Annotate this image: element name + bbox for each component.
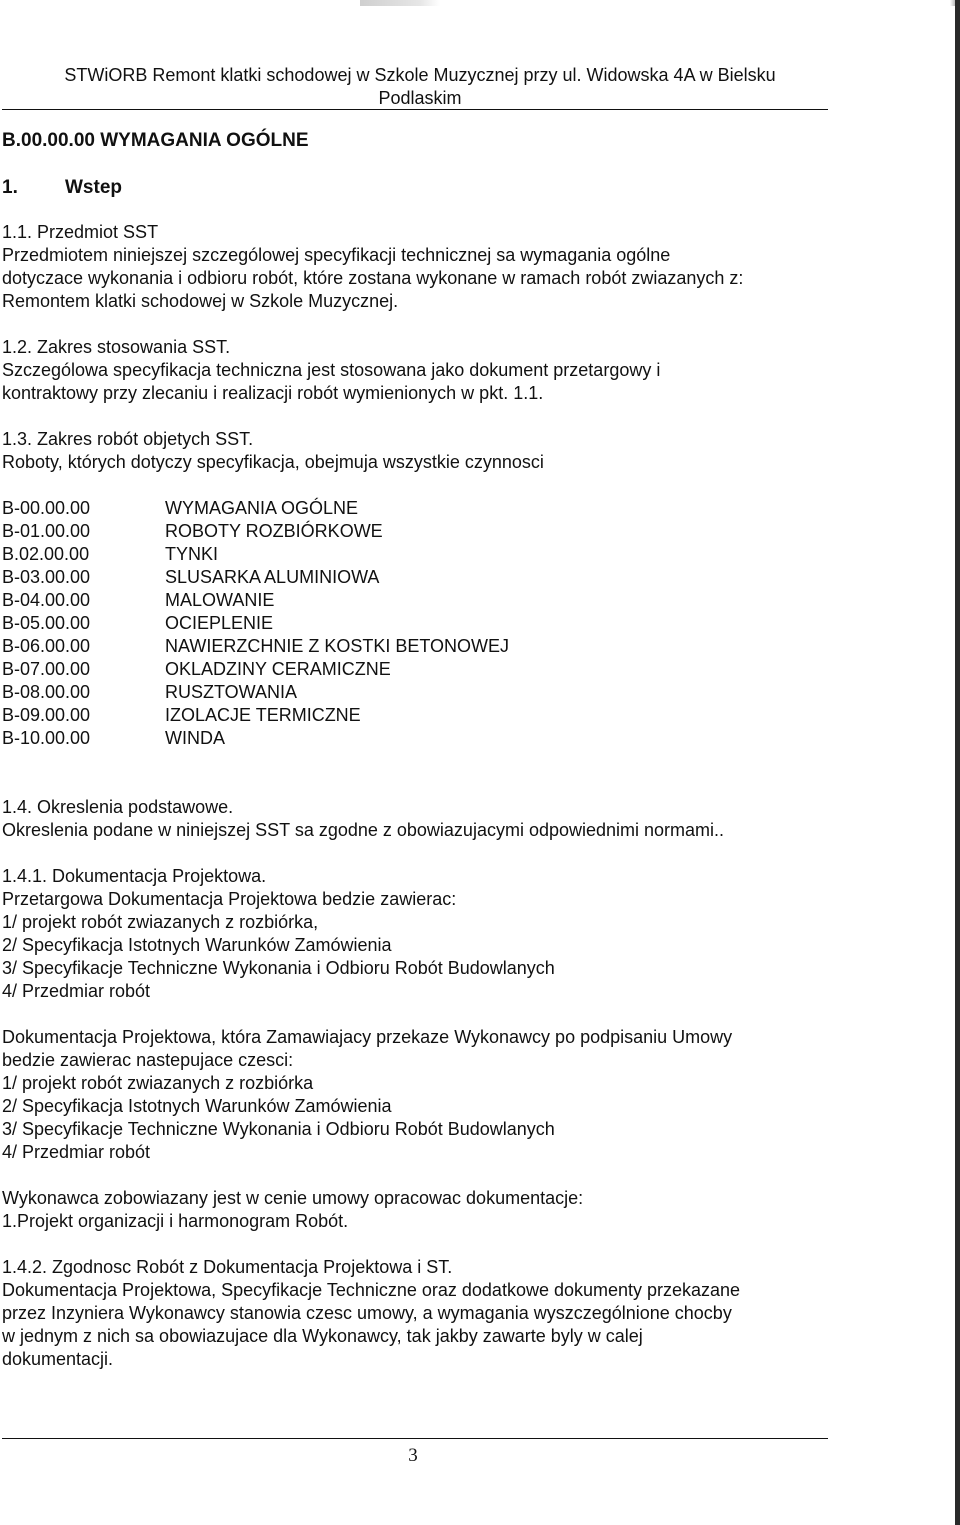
scope-code: B-07.00.00 xyxy=(2,659,91,679)
scan-edge-right xyxy=(955,0,960,1525)
scope-code: B-10.00.00 xyxy=(2,728,91,748)
section-1-4-1-para2-line-1: Dokumentacja Projektowa, która Zamawiajacy przekaze Wykonawcy po podpisaniu Umowy xyxy=(2,1027,733,1047)
section-1-4-title: 1.4. Okreslenia podstawowe. xyxy=(2,797,234,817)
list-item xyxy=(2,612,828,635)
section-1-4-1-para3-line-1: Wykonawca zobowiazany jest w cenie umowy opracowac dokumentacje: xyxy=(2,1188,584,1208)
section-1-heading xyxy=(2,176,122,200)
list-item: 4/ Przedmiar robót xyxy=(2,1142,151,1162)
list-item: 1/ projekt robót zwiazanych z rozbiórka xyxy=(2,1073,314,1093)
list-item: 3/ Specyfikacje Techniczne Wykonania i Odbioru Robót Budowlanych xyxy=(2,1119,555,1139)
section-1-4-1-para3-line-2: 1.Projekt organizacji i harmonogram Robót. xyxy=(2,1211,349,1231)
scope-name: MALOWANIE xyxy=(165,590,275,610)
scope-code: B-01.00.00 xyxy=(2,521,91,541)
list-item xyxy=(2,520,828,543)
list-item xyxy=(2,658,828,681)
section-1-3-intro: Roboty, których dotyczy specyfikacja, obejmuja wszystkie czynnosci xyxy=(2,452,544,472)
list-item xyxy=(2,681,828,704)
main-heading: B.00.00.00 WYMAGANIA OGÓLNE xyxy=(2,130,309,151)
section-1-4-2-line-3: w jednym z nich sa obowiazujace dla Wykonawcy, tak jakby zawarte byly w calej xyxy=(2,1326,643,1346)
section-1-4-1-title: 1.4.1. Dokumentacja Projektowa. xyxy=(2,866,267,886)
section-1-1-title: 1.1. Przedmiot SST xyxy=(2,222,159,242)
list-item xyxy=(2,566,828,589)
list-item xyxy=(2,704,828,727)
header-line-1: STWiORB Remont klatki schodowej w Szkole Muzycznej przy ul. Widowska 4A w Bielsku xyxy=(64,65,776,85)
scope-name: SLUSARKA ALUMINIOWA xyxy=(165,567,380,587)
scope-code: B-03.00.00 xyxy=(2,567,91,587)
section-1-2-line-2: kontraktowy przy zlecaniu i realizacji robót wymienionych w pkt. 1.1. xyxy=(2,383,544,403)
section-1-4-2-line-2: przez Inzyniera Wykonawcy stanowia czesc umowy, a wymagania wyszczególnione chocby xyxy=(2,1303,732,1323)
scope-name: IZOLACJE TERMICZNE xyxy=(165,705,361,725)
list-item xyxy=(2,635,828,658)
list-item xyxy=(2,497,828,520)
section-1-4-2-line-4: dokumentacji. xyxy=(2,1349,114,1369)
section-1-4-1-para2-line-2: bedzie zawierac nastepujace czesci: xyxy=(2,1050,294,1070)
scope-name: OCIEPLENIE xyxy=(165,613,274,633)
section-1-number: 1. xyxy=(2,177,18,198)
scope-name: NAWIERZCHNIE Z KOSTKI BETONOWEJ xyxy=(165,636,510,656)
scope-code: B-09.00.00 xyxy=(2,705,91,725)
page-header xyxy=(40,64,800,110)
page-number: 3 xyxy=(408,1445,418,1466)
scope-name: WYMAGANIA OGÓLNE xyxy=(165,498,359,518)
list-item: 4/ Przedmiar robót xyxy=(2,981,151,1001)
section-1-4-text: Okreslenia podane w niniejszej SST sa zgodne z obowiazujacymi odpowiednimi normami.. xyxy=(2,820,725,840)
header-divider xyxy=(2,109,828,110)
scope-code: B-00.00.00 xyxy=(2,498,91,518)
section-1-1-line-2: dotyczace wykonania i odbioru robót, które zostana wykonane w ramach robót zwiazanych z: xyxy=(2,268,744,288)
scope-name: RUSZTOWANIA xyxy=(165,682,298,702)
list-item: 2/ Specyfikacja Istotnych Warunków Zamówienia xyxy=(2,1096,392,1116)
section-1-4-2-line-1: Dokumentacja Projektowa, Specyfikacje Techniczne oraz dodatkowe dokumenty przekazane xyxy=(2,1280,741,1300)
scan-edge-top xyxy=(0,0,960,6)
scope-code: B-04.00.00 xyxy=(2,590,91,610)
scope-name: ROBOTY ROZBIÓRKOWE xyxy=(165,521,383,541)
list-item: 2/ Specyfikacja Istotnych Warunków Zamówienia xyxy=(2,935,392,955)
section-1-1-line-3: Remontem klatki schodowej w Szkole Muzycznej. xyxy=(2,291,399,311)
section-1-4-1-intro: Przetargowa Dokumentacja Projektowa bedzie zawierac: xyxy=(2,889,457,909)
list-item xyxy=(2,589,828,612)
section-1-1-line-1: Przedmiotem niniejszej szczególowej specyfikacji technicznej sa wymagania ogólne xyxy=(2,245,671,265)
list-item xyxy=(2,543,828,566)
list-item: 1/ projekt robót zwiazanych z rozbiórka, xyxy=(2,912,319,932)
list-item: 3/ Specyfikacje Techniczne Wykonania i Odbioru Robót Budowlanych xyxy=(2,958,555,978)
scope-code: B-05.00.00 xyxy=(2,613,91,633)
section-1-title: Wstep xyxy=(65,177,122,198)
scope-list xyxy=(2,497,828,750)
footer-divider xyxy=(2,1438,828,1439)
section-1-3-title: 1.3. Zakres robót objetych SST. xyxy=(2,429,254,449)
document-body xyxy=(2,221,828,1371)
scope-name: TYNKI xyxy=(165,544,219,564)
scope-name: WINDA xyxy=(165,728,225,748)
scope-code: B-08.00.00 xyxy=(2,682,91,702)
scope-code: B.02.00.00 xyxy=(2,544,90,564)
header-line-2: Podlaskim xyxy=(378,88,462,108)
scope-code: B-06.00.00 xyxy=(2,636,91,656)
section-1-2-line-1: Szczególowa specyfikacja techniczna jest stosowana jako dokument przetargowy i xyxy=(2,360,661,380)
section-1-2-title: 1.2. Zakres stosowania SST. xyxy=(2,337,231,357)
scope-name: OKLADZINY CERAMICZNE xyxy=(165,659,391,679)
list-item xyxy=(2,727,828,750)
section-1-4-2-title: 1.4.2. Zgodnosc Robót z Dokumentacja Projektowa i ST. xyxy=(2,1257,453,1277)
